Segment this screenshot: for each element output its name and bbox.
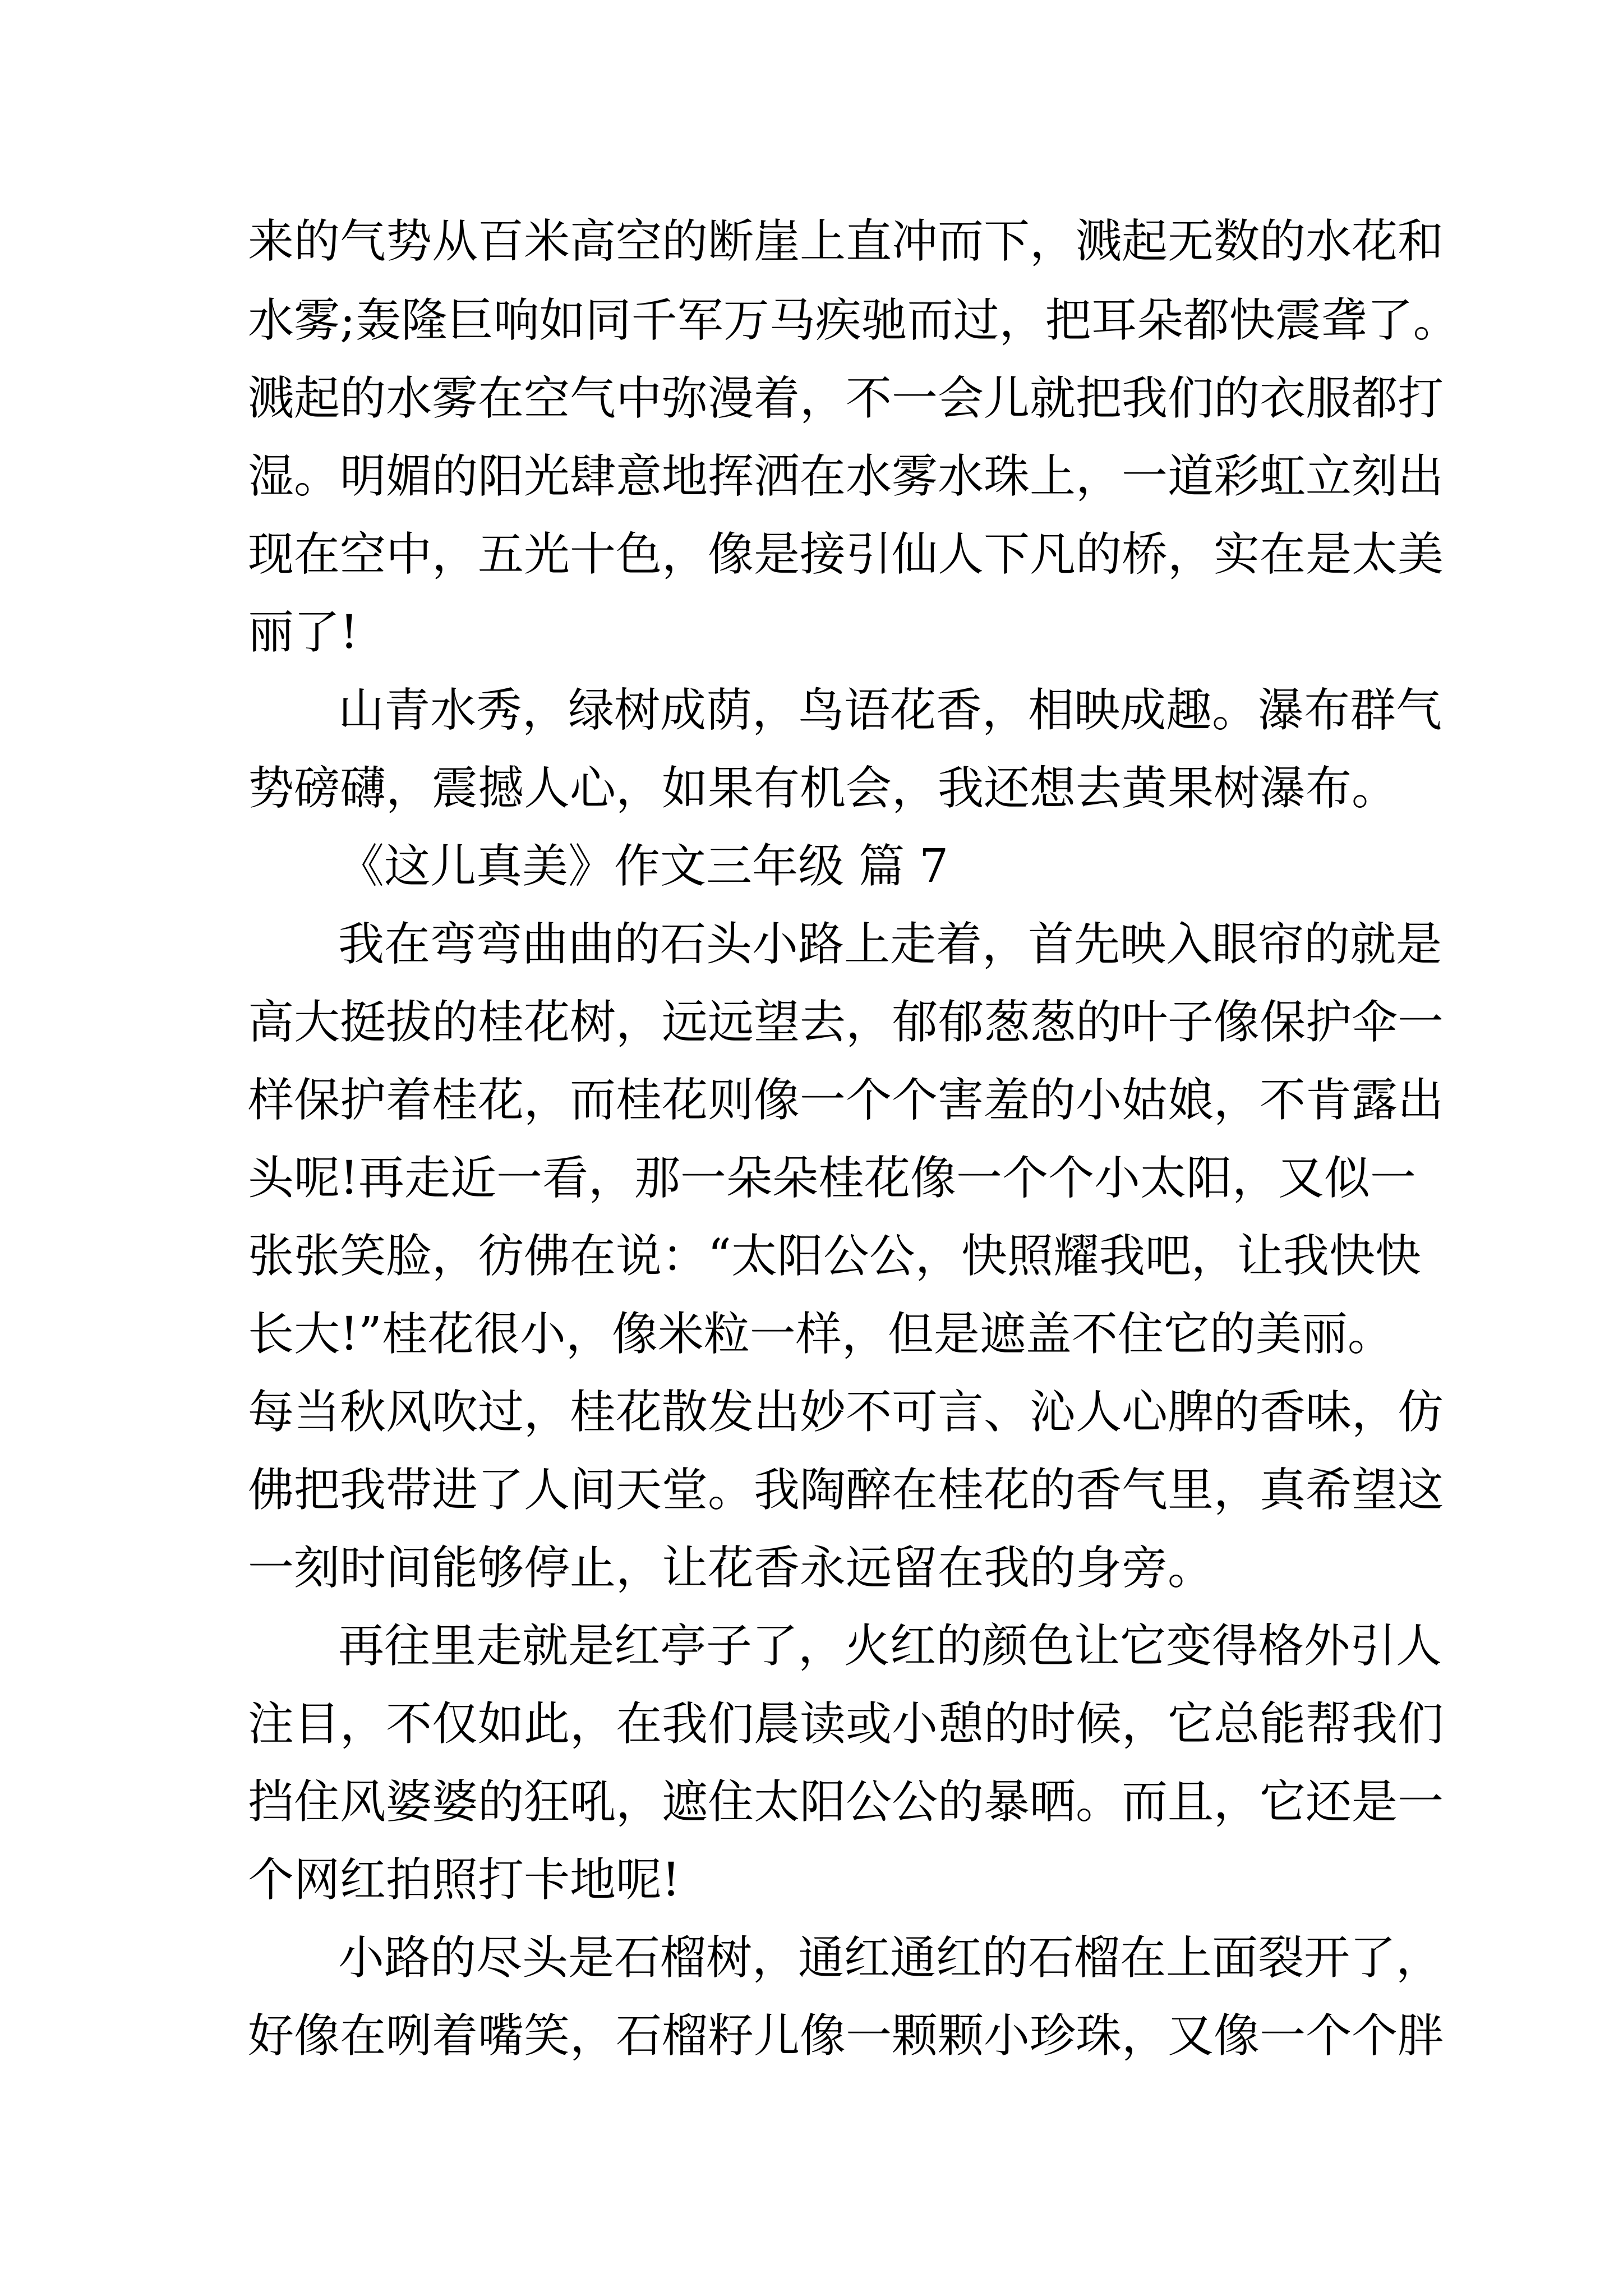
text-line: 湿。明媚的阳光肆意地挥洒在水雾水珠上，一道彩虹立刻出: [248, 450, 1444, 503]
text-line: 山青水秀，绿树成荫，鸟语花香，相映成趣。瀑布群气: [338, 684, 1442, 737]
text-line: 长大!”桂花很小，像米粒一样，但是遮盖不住它的美丽。: [248, 1308, 1394, 1361]
text-line: 样保护着桂花，而桂花则像一个个害羞的小姑娘，不肯露出: [248, 1074, 1444, 1127]
text-line: 小路的尽头是石榴树，通红通红的石榴在上面裂开了，: [338, 1931, 1442, 1985]
text-line: 好像在咧着嘴笑，石榴籽儿像一颗颗小珍珠，又像一个个胖: [248, 2009, 1444, 2063]
text-line: 水雾;轰隆巨响如同千军万马疾驰而过，把耳朵都快震聋了。: [248, 294, 1459, 347]
text-line: 张张笑脸，彷佛在说：“太阳公公，快照耀我吧，让我快快: [248, 1230, 1421, 1283]
text-line: 头呢!再走近一看，那一朵朵桂花像一个个小太阳，又似一: [248, 1152, 1416, 1205]
text-line: 佛把我带进了人间天堂。我陶醉在桂花的香气里，真希望这: [248, 1464, 1444, 1517]
text-line: 我在弯弯曲曲的石头小路上走着，首先映入眼帘的就是: [338, 918, 1442, 971]
text-line: 来的气势从百米高空的断崖上直冲而下，溅起无数的水花和: [248, 215, 1444, 268]
text-line: 个网红拍照打卡地呢!: [248, 1853, 680, 1907]
text-line: 再往里走就是红亭子了，火红的颜色让它变得格外引人: [338, 1619, 1442, 1673]
text-line: 注目，不仅如此，在我们晨读或小憩的时候，它总能帮我们: [248, 1697, 1444, 1751]
text-line: 一刻时间能够停止，让花香永远留在我的身旁。: [248, 1542, 1214, 1595]
text-line: 高大挺拔的桂花树，远远望去，郁郁葱葱的叶子像保护伞一: [248, 996, 1444, 1049]
text-line: 丽了!: [248, 606, 358, 659]
text-line: 现在空中，五光十色，像是接引仙人下凡的桥，实在是太美: [248, 528, 1444, 581]
text-line: 每当秋风吹过，桂花散发出妙不可言、沁人心脾的香味，仿: [248, 1386, 1444, 1439]
section-heading: 《这儿真美》作文三年级 篇 7: [338, 840, 949, 893]
text-line: 溅起的水雾在空气中弥漫着，不一会儿就把我们的衣服都打: [248, 372, 1444, 425]
text-line: 势磅礴，震撼人心，如果有机会，我还想去黄果树瀑布。: [248, 762, 1398, 815]
text-line: 挡住风婆婆的狂吼，遮住太阳公公的暴晒。而且，它还是一: [248, 1775, 1444, 1829]
